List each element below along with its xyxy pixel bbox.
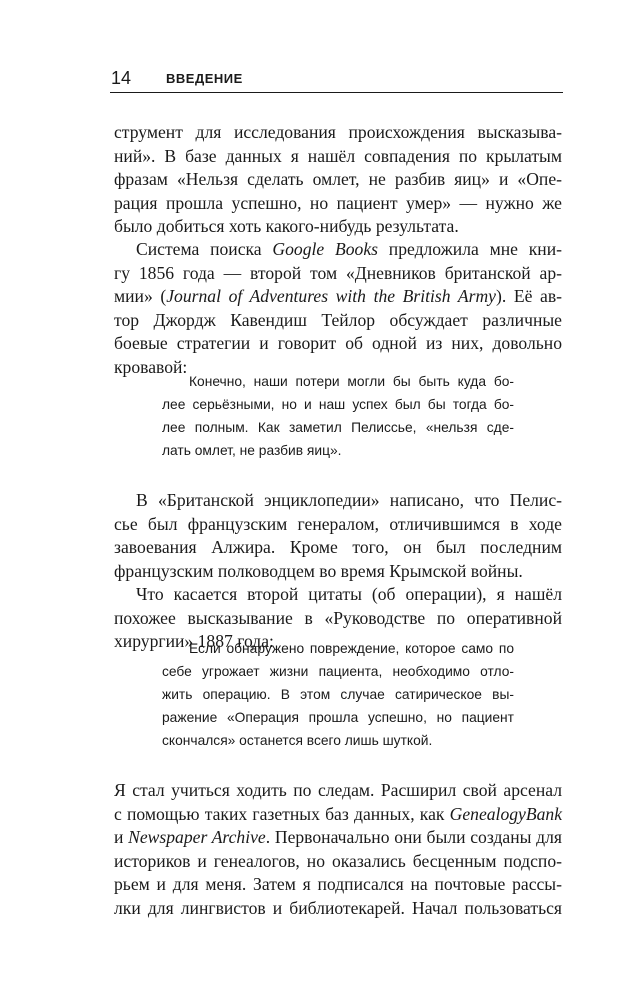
text-line — [114, 803, 562, 827]
text-span: и — [114, 827, 129, 847]
text-line: завоевания Алжира. Кроме того, он был последним — [114, 537, 562, 557]
text-span: Система поиска — [136, 239, 273, 259]
text-line: ний». В базе данных я нашёл совпадения по крылатым — [114, 145, 562, 166]
quote-line: лее полным. Как заметил Пелиссье, «нельзя сде- — [162, 420, 514, 435]
text-span: с помощью таких газетных баз данных, как — [114, 803, 450, 824]
paragraph-3 — [114, 489, 562, 583]
text-line — [114, 238, 562, 262]
text-line — [114, 826, 562, 850]
block-quote-1 — [162, 370, 514, 462]
book-title: Google Books — [272, 239, 378, 259]
text-line — [114, 285, 562, 309]
text-span: ). Её ав- — [495, 286, 562, 306]
text-line: историков и генеалогов, но оказались бесценным подспо- — [114, 850, 562, 871]
text-line: фразам «Нельзя сделать омлет, не разбив яиц» и «Опе- — [114, 169, 562, 189]
text-line: было добиться хоть какого-нибудь результата. — [114, 216, 459, 236]
quote-line: скончался» останется всего лишь шуткой. — [162, 733, 433, 748]
database-name: Newspaper Archive — [128, 827, 266, 847]
text-line: В «Британской энциклопедии» написано, что Пелис- — [136, 490, 562, 510]
text-line: струмент для исследования происхождения высказыва- — [114, 122, 562, 142]
quote-line: лать омлет, не разбив яиц». — [162, 443, 342, 458]
quote-line: жить операцию. В этом случае сатирическое вы- — [162, 687, 514, 702]
text-span: мии» ( — [114, 286, 167, 306]
text-line: гу 1856 года — второй том «Дневников британской ар- — [114, 262, 562, 283]
paragraph-2 — [114, 238, 562, 379]
quote-line: Если обнаружено повреждение, которое само по — [189, 641, 514, 656]
text-line: лки для лингвистов и библиотекарей. Начал пользоваться — [114, 897, 562, 918]
text-line: похожее высказывание в «Руководстве по оперативной — [114, 607, 562, 628]
quote-line: Конечно, наши потери могли бы быть куда бо- — [189, 374, 514, 389]
quote-line: себе угрожает жизни пациента, необходимо отло- — [162, 664, 514, 679]
text-line: боевые стратегии и говорит об одной из них, довольно — [114, 333, 562, 353]
database-name: GenealogyBank — [449, 803, 562, 824]
text-line: французским полководцем во время Крымской войны. — [114, 560, 523, 581]
block-quote-2 — [162, 637, 514, 752]
text-span: . Первоначально они были созданы для — [265, 827, 562, 847]
text-line: Что касается второй цитаты (об операции), я нашёл — [136, 584, 562, 604]
text-line: сье был французским генералом, отличившимся в ходе — [114, 513, 562, 534]
text-line: хирургии» 1887 года: — [114, 631, 274, 651]
text-span: предложила мне кни- — [377, 239, 562, 259]
book-title: Journal of Adventures with the British Army — [166, 286, 496, 306]
text-line: Я стал учиться ходить по следам. Расширил свой арсенал — [114, 780, 562, 800]
text-line: рация прошла успешно, но пациент умер» — нужно же — [114, 192, 562, 213]
quote-line: ражение «Операция прошла успешно, но пациент — [162, 710, 514, 725]
text-line: кровавой: — [114, 356, 188, 377]
text-line: тор Джордж Кавендиш Тейлор обсуждает различные — [114, 309, 562, 330]
quote-line: лее серьёзными, но и наш успех был бы тогда бо- — [162, 397, 514, 412]
page-number: 14 — [111, 68, 132, 88]
section-title: ВВЕДЕНИЕ — [166, 71, 243, 86]
text-line: рьем и для меня. Затем я подписался на почтовые рассы- — [114, 874, 562, 894]
paragraph-5 — [114, 779, 562, 920]
paragraph-1 — [114, 121, 562, 239]
running-header — [110, 64, 563, 93]
